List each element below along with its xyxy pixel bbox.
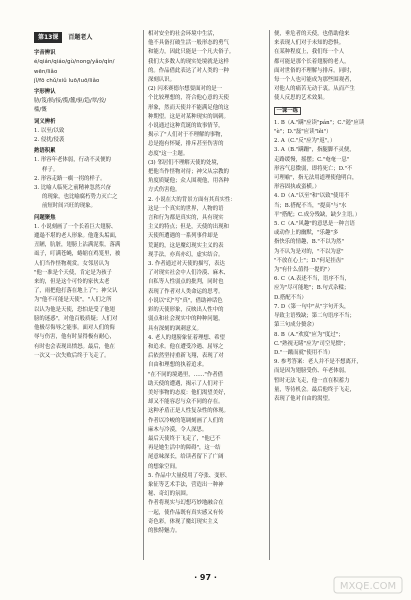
text-line: 揭示了"人们对于不理解的事物， (148, 132, 226, 139)
text-line: 这是一个真实的世界，人物的语 (148, 205, 224, 212)
text-line: 再是她生活中的障碍"，这一结 (148, 445, 221, 452)
section-heading: 问题聚焦 (34, 214, 56, 221)
text-line: 象征等艺术手法，营造出一种神 (148, 481, 224, 488)
text-line: 一次又一次失败后终于飞走了。 (34, 352, 110, 359)
answer-line: 3. A（B."蹒跚"，指腿脚不灵便， (274, 147, 355, 154)
text-line: 来的，但是这个可怜的家伙太老 (34, 279, 110, 286)
answer-line: "è"；D."磊"应读"lěi"） (274, 129, 332, 136)
text-line: 2. 形容走路一瘸一拐的样子。 (34, 175, 106, 182)
section-heading: 字音辨识 (34, 50, 56, 57)
char-line: 槛/慨 (34, 107, 47, 114)
word-pair: 1. 以至/以致 (34, 127, 65, 134)
text-line: 的独特魅力。 (148, 527, 181, 534)
answer-line: 形容固执或蛮横。） (274, 184, 320, 191)
pinyin-line: jǐ/fō chǔ/xiǔ luō/luō/liǎo (34, 77, 100, 84)
svg-text:MXQE.COM: MXQE.COM (339, 581, 397, 592)
text-line: 这种矛盾正是人性复杂性的体现。 (148, 408, 229, 415)
text-line: 荒诞的，这是魔幻现实主义的表 (148, 242, 224, 249)
text-line: 的现象，也比喻腐朽势力灭亡之 (42, 194, 118, 201)
text-line: 自私等人性弱点的批判，同时也 (148, 279, 224, 286)
text-line: 来表现人们对于未知的恐惧。 (274, 40, 345, 47)
text-line: 总是抱有怀疑，排斥甚至伤害的 (148, 141, 224, 148)
text-line: 却又不能容忍与众不同的存在。 (148, 399, 224, 406)
text-line: 天使所遭遇的一系列事件却是 (148, 233, 219, 240)
text-line: 尾意味深长，给读者留下了广阔 (148, 454, 224, 461)
text-line: 前短时间兴旺的现象。 (42, 203, 96, 210)
answer-line: 量，等待机会。最后他终于飞走， (274, 386, 355, 393)
text-line: "在不同的境遇里，……"作者借 (148, 371, 224, 378)
column-divider (143, 30, 144, 560)
text-line: 把他当作怪物对待；神父从宗教的 (148, 169, 229, 176)
watermark-logo (333, 576, 403, 594)
text-line: 膀的迷惑"，对他百般质疑；人们对 (34, 315, 118, 322)
text-line: 现手法，亦真亦幻，虚实结合。 (148, 251, 224, 258)
text-line: 助天使的遭遇，揭示了人们对于 (148, 380, 224, 387)
text-line: 都可能是那个长着翅膀的老人， (274, 58, 350, 65)
text-line: 以认为他是天使，恐怕是受了他翅 (34, 306, 115, 313)
text-line: 麻木与冷漠，令人深思。 (148, 426, 208, 433)
text-line: 和追求。他在遭受冷遇、屈辱之 (148, 343, 224, 350)
answer-line: 应为"尽可能地"；B.句式杂糅； (274, 285, 350, 292)
column-middle (148, 30, 264, 560)
answer-line: 第三句成分赘余） (274, 322, 318, 329)
text-line: 他不具备打破生活一般形态的勇气 (148, 40, 229, 47)
text-line: "他一准是个天使，肯定是为孩子 (34, 269, 112, 276)
text-line: 使人反思的艺术效果。 (274, 95, 328, 102)
text-line: 自由和理想的执着追求。 (148, 362, 208, 369)
text-line: 美好事物的态度：他们渴望美好， (148, 389, 229, 396)
text-line: 了，雨把他打落在地上了"；神父认 (34, 288, 118, 295)
text-line: 的想象空间。 (148, 463, 181, 470)
text-line: 方式伤害他。 (148, 187, 181, 194)
text-line: 的。作品借此表达了对人类的一种 (148, 67, 229, 74)
practice-heading: 一课一练 (274, 107, 301, 115)
answer-line: 导致主语残缺；第二句语序不当； (274, 313, 355, 320)
text-line: 了对现实社会中人们冷漠、麻木、 (148, 270, 229, 277)
text-line: 小说通过这种荒诞的故事情节， (148, 123, 224, 130)
text-line: 有时也会表现出愤怒。最后，他在 (34, 343, 115, 350)
text-line: 角度质疑他；众人围观他，用各种 (148, 178, 229, 185)
text-line: 言和行为都是真实的，具有现实 (148, 215, 224, 222)
answer-line: 为不认为是对的，"不以为意" (274, 248, 344, 255)
answer-line: 形容气息微弱，即将死亡；D."不 (274, 165, 353, 172)
page-number: · 97 · (194, 573, 217, 582)
answer-line: 暂时无法飞走，他一直在积蓄力 (274, 377, 350, 384)
answer-line: "不放在心上"；D."何足挂齿" (274, 257, 344, 264)
text-line: 相对安全的社会环境中生活， (148, 31, 219, 37)
text-line: 弱点和社会现实中的种种问题， (148, 316, 224, 323)
text-line: 在某种程度上，我们每一个人 (274, 49, 345, 56)
text-line: 3. 作者通过对天使的描写，表达 (148, 261, 225, 268)
text-line: 为"他不可能是天使"，"人们之所 (34, 297, 112, 304)
answer-block (34, 223, 138, 361)
lesson-heading (34, 32, 138, 43)
text-line: 表现了作者对人类命运的思考。 (148, 288, 224, 295)
text-line: 后依然坚持重新飞翔，表现了对 (148, 353, 224, 360)
text-line: 对他人的痛苦无动于衷。从而产生 (274, 86, 355, 93)
text-line: 个比较理想的，符合他心意的天使 (148, 95, 229, 102)
text-line: 秘、奇幻的氛围。 (148, 491, 192, 498)
text-line: 样子。 (42, 166, 59, 173)
text-line: 态度"这一主题。 (148, 150, 189, 157)
text-line: 奇色彩，体现了魔幻现实主义 (148, 518, 219, 525)
text-line: 每一个人也可能成为那些围观者， (274, 77, 355, 84)
answer-line: D.搭配不当） (274, 294, 307, 301)
section-heading: 字形辨认 (34, 89, 56, 96)
answer-line: 可理喻"，指无法用道理使他明白， (274, 175, 358, 182)
text-line: 丑陋，肮脏，翅膀上沾满泥浆，落满 (34, 242, 121, 249)
answer-line: 走路缓慢，摇摆；C."奄奄一息" (274, 156, 350, 163)
text-line: 一起，使作品既有真实感又有传 (148, 509, 224, 516)
answer-line: C."熟视无睹"应为"司空见惯"； (274, 340, 349, 347)
text-line: 种期望。这是对某种现实的讽刺。 (148, 113, 229, 120)
text-line: 彩的天使形象，反映出人性中的 (148, 307, 224, 314)
column-left (34, 30, 138, 560)
text-line: 1. 形容年老体弱，行动不灵便的 (34, 157, 111, 164)
answer-line: 或动作上的幽默，"乐趣"多 (274, 230, 339, 237)
text-line: 辱与伤害，他有时显得极有耐心， (34, 334, 115, 341)
answer-line: 而是因为翅膀受伤、年老体弱， (274, 368, 350, 375)
text-line: 小说以"幻"写"真"，借助神话色 (148, 297, 223, 304)
answer-line: 指快乐的情趣，B."不以为然" (274, 239, 344, 246)
text-line: 1. 小说刻画了一个长着巨大翅膀、 (34, 223, 117, 230)
answer-line: 8. B（A."欢度"应为"度过"； (274, 331, 344, 338)
lesson-badge: 第13课 (34, 32, 62, 43)
answer-line: 6. C（A.表述不当，语序不当， (274, 276, 350, 283)
answer-line: 4. D（A."以至"和"以致"使用不 (274, 193, 350, 200)
text-line: 作者以冷峻的笔调刻画了人们的 (148, 417, 224, 424)
text-line: 3. 比喻人临死之前精神忽然兴奋 (34, 185, 111, 192)
text-line: 作者将现实与幻想巧妙地融合在 (148, 500, 224, 507)
text-line: 面对世俗的不理解与排斥。同时， (274, 67, 355, 74)
text-line: 最后天使终于飞走了，"他已不 (148, 435, 221, 442)
text-line: 主义的特点；但是，天使的出现和 (148, 224, 229, 231)
text-line: 深刻认识。 (148, 77, 175, 84)
text-block (274, 30, 382, 104)
text-line: (2) 闪米赛德尔想要面对的是一 (148, 86, 223, 93)
text-line: 便，垂危者的天使，也借助他来 (274, 31, 350, 37)
section-heading (274, 107, 382, 116)
section-heading: 词义辨析 (34, 118, 56, 125)
column-divider (269, 30, 270, 560)
answer-line: 当；B.搭配不当，"提高"与"水 (274, 202, 347, 209)
answer-line: 9. 参考答案：老人并不是不想离开， (274, 359, 362, 366)
answer-line: 5. C（A."风趣"的意思是一种言语 (274, 221, 355, 228)
text-line: 具有深刻的讽刺意义。 (148, 325, 202, 332)
page-content (34, 30, 382, 560)
answer-list (274, 119, 382, 404)
text-line: 5. 作品中大量使用了夸张、变形、 (148, 472, 231, 479)
pinyin-line: wēn/liǎo (34, 68, 58, 75)
answer-line: D."一蹴而就"使用不当） (274, 349, 334, 356)
answer-line: 1. B（A."蹒"应读"pán"；C."遏"应读 (274, 119, 365, 126)
text-line: 邋遢不堪的老人形象。他蓬头垢面， (34, 233, 121, 240)
lesson-title: 百题老人 (68, 34, 93, 41)
text-line: 虱子，叮满苍蝇，蜷缩在鸡笼里，被 (34, 251, 121, 258)
answer-line: 2. A（C."反"应为"返"。） (274, 138, 336, 145)
text-line: 形象，然而天使并不能满足他的这 (148, 104, 229, 111)
text-line: 4. 老人的翅膀象征着理想、希望 (148, 334, 225, 341)
section-heading: 熟语积累 (34, 148, 56, 155)
text-line: 2. 小说在大的背景方面有其真实性： (148, 196, 236, 203)
text-line: 和能力，因此只能是一个凡夫俗子。 (148, 49, 235, 56)
answer-line: 表现了他对自由的渴望。 (274, 395, 334, 402)
char-line: 胁/笈/损/接/揽/麓/驱/趋/翠/狡/ (34, 98, 107, 105)
text-line: 他极尽侮辱之能事。面对人们的侮 (34, 325, 115, 332)
answer-line: 为"有什么值得一提的"） (274, 267, 333, 274)
pinyin-line: é/qián/qiáo/gù/nong/yǎo/qín/ (34, 59, 115, 66)
text-line: 人们当作怪物观赏。女邻居认为 (34, 260, 110, 267)
text-line: (3) 邻居们不理解天使的处境， (148, 159, 223, 166)
word-pair: 2. 侵扰/侵袭 (34, 137, 65, 144)
column-right (274, 30, 382, 560)
answer-line: 平"搭配；C.成分残缺，缺少主语。） (274, 211, 361, 218)
text-line: 我们大多数人的现实处境就是这样 (148, 58, 229, 65)
answer-line: 7. D（第一句中"从"字句开头， (274, 303, 350, 310)
